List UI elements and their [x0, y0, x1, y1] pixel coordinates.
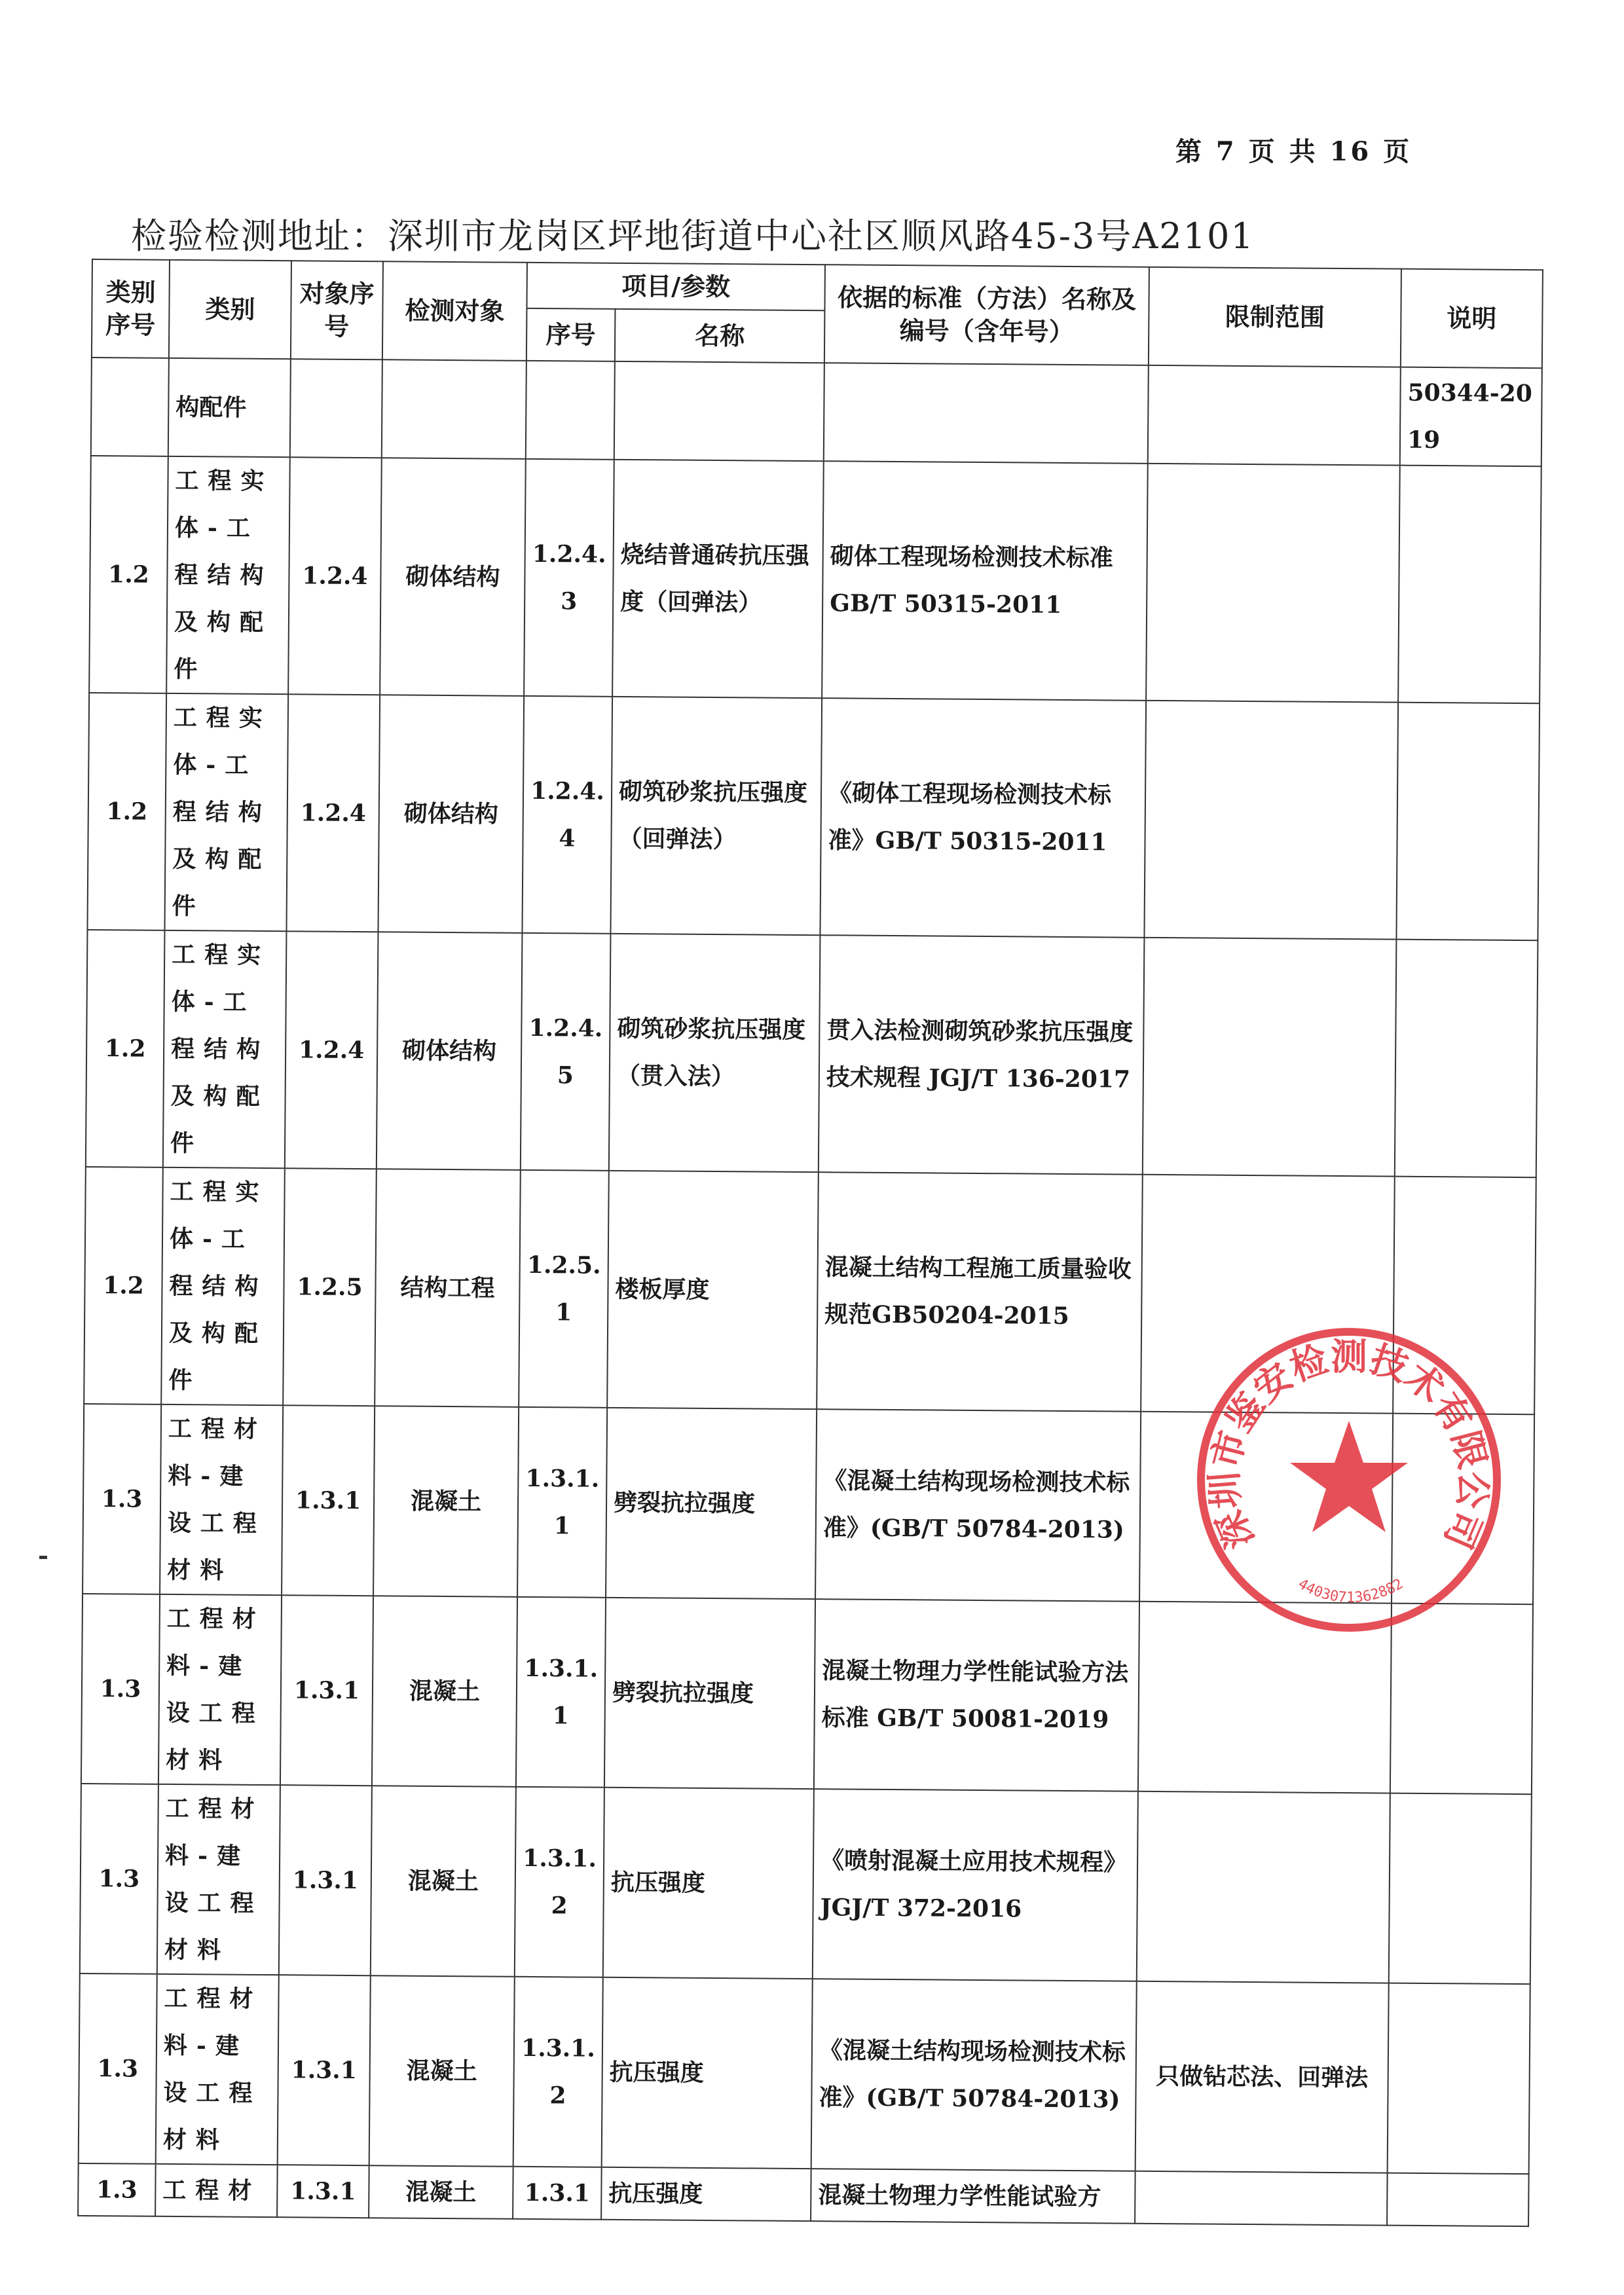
- category-no-cell: 1.2: [87, 693, 166, 930]
- note-cell: 50344-2019: [1400, 367, 1542, 467]
- item-name-cell: 砌筑砂浆抗压强度（回弹法）: [610, 697, 822, 935]
- object-no-cell: 1.3.1: [279, 1785, 372, 1975]
- header-standard: 依据的标准（方法）名称及编号（含年号）: [824, 265, 1149, 365]
- category-cell: 构配件: [168, 358, 291, 457]
- page-number: 第 7 页 共 16 页: [1175, 136, 1412, 167]
- table-row: [79, 1974, 1530, 2174]
- item-name-cell: 抗压强度: [603, 1788, 814, 1979]
- table-row: [78, 2163, 1529, 2226]
- object-cell: 砌体结构: [378, 695, 524, 933]
- item-no-cell: 1.3.1.1: [517, 1407, 607, 1598]
- item-name-cell: 劈裂抗拉强度: [606, 1408, 817, 1599]
- table-row: [86, 930, 1538, 1177]
- scope-table: [77, 259, 1543, 2227]
- object-no-cell: 1.2.4: [288, 457, 382, 695]
- object-no-cell: 1.3.1: [280, 1595, 373, 1786]
- object-cell: 混凝土: [369, 2165, 513, 2219]
- standard-cell: 《混凝土结构现场检测技术标准》(GB/T 50784-2013): [811, 1979, 1137, 2171]
- item-name-cell: 烧结普通砖抗压强度（回弹法）: [612, 460, 824, 698]
- object-cell: 混凝土: [372, 1596, 517, 1787]
- header-item-param: 项目/参数: [526, 263, 825, 310]
- category-cell: 工程实体-工程结构及构配件: [161, 1167, 285, 1405]
- item-no-cell: 1.2.5.1: [519, 1170, 609, 1408]
- category-cell: 工程实体-工程结构及构配件: [163, 930, 287, 1168]
- header-note: 说明: [1401, 269, 1543, 369]
- limit-cell: [1137, 1791, 1390, 1983]
- seal-text: 深圳市鉴安检测技术有限公司: [1202, 1335, 1496, 1555]
- table-row: [89, 456, 1541, 703]
- header-item-no: 序号: [526, 308, 616, 361]
- note-cell: [1396, 703, 1540, 941]
- item-name-cell: 抗压强度: [601, 2167, 811, 2221]
- object-no-cell: 1.2.4: [286, 694, 380, 932]
- object-no-cell: 1.3.1: [278, 1975, 371, 2165]
- table-row: [91, 358, 1542, 466]
- category-cell: 工程材料-建设工程材料: [156, 1974, 279, 2165]
- category-no-cell: 1.3: [79, 1974, 157, 2164]
- category-cell: 工程实体-工程结构及构配件: [164, 693, 288, 931]
- header-category-no: 类别序号: [92, 259, 170, 358]
- item-name-cell: 楼板厚度: [607, 1171, 819, 1409]
- standard-cell: 混凝土物理力学性能试验方: [811, 2169, 1135, 2224]
- header-object: 检测对象: [382, 261, 527, 361]
- header-item-name: 名称: [615, 309, 825, 363]
- item-no-cell: 1.3.1.1: [516, 1597, 606, 1788]
- category-no-cell: 1.2: [84, 1167, 163, 1405]
- limit-cell: [1144, 701, 1398, 940]
- margin-mark: [39, 1556, 47, 1559]
- item-name-cell: 劈裂抗拉强度: [604, 1598, 815, 1789]
- category-cell: 工程材: [155, 2164, 278, 2217]
- table-row: [87, 693, 1540, 940]
- standard-cell: 《混凝土结构现场检测技术标准》(GB/T 50784-2013): [815, 1409, 1141, 1602]
- limit-cell: 只做钻芯法、回弹法: [1135, 1981, 1389, 2173]
- limit-cell: [1143, 938, 1397, 1177]
- object-cell: 结构工程: [375, 1169, 521, 1407]
- table-row: [80, 1784, 1532, 1984]
- category-cell: 工程材料-建设工程材料: [158, 1594, 282, 1785]
- company-seal: [1192, 1323, 1506, 1637]
- standard-cell: 《喷射混凝土应用技术规程》JGJ/T 372-2016: [813, 1789, 1138, 1981]
- item-no-cell: 1.3.1.2: [515, 1787, 604, 1977]
- seal-code: 4403071362882: [1295, 1575, 1407, 1606]
- item-no-cell: 1.3.1.2: [513, 1977, 603, 2167]
- limit-cell: [1146, 464, 1400, 703]
- category-no-cell: 1.3: [78, 2163, 156, 2216]
- header-category: 类别: [169, 260, 291, 359]
- standard-cell: 混凝土结构工程施工质量验收规范GB50204-2015: [817, 1172, 1143, 1412]
- object-cell: 砌体结构: [377, 932, 523, 1170]
- object-no-cell: 1.3.1: [277, 2165, 369, 2218]
- category-no-cell: 1.2: [86, 930, 165, 1167]
- note-cell: [1388, 1983, 1530, 2175]
- category-cell: 工程实体-工程结构及构配件: [166, 456, 290, 694]
- object-no-cell: 1.2.4: [285, 931, 378, 1169]
- object-cell: 混凝土: [371, 1786, 516, 1977]
- standard-cell: 混凝土物理力学性能试验方法标准 GB/T 50081-2019: [814, 1599, 1139, 1791]
- item-no-cell: 1.2.4.4: [522, 696, 612, 934]
- note-cell: [1389, 1793, 1532, 1985]
- category-cell: 工程材料-建设工程材料: [160, 1405, 283, 1595]
- item-name-cell: 砌筑砂浆抗压强度（贯入法）: [609, 934, 821, 1172]
- object-cell: 砌体结构: [380, 458, 526, 696]
- object-no-cell: 1.2.5: [283, 1168, 377, 1406]
- page-title: 检验检测地址：深圳市龙岗区坪地街道中心社区顺风路45-3号A2101: [131, 215, 1255, 257]
- category-no-cell: 1.3: [80, 1784, 158, 1974]
- note-cell: [1387, 2173, 1529, 2227]
- category-no-cell: 1.3: [81, 1594, 160, 1784]
- object-cell: 混凝土: [373, 1406, 519, 1597]
- item-no-cell: 1.2.4.5: [521, 933, 611, 1171]
- object-cell: 混凝土: [369, 1975, 515, 2167]
- category-cell: 工程材料-建设工程材料: [157, 1784, 280, 1975]
- standard-cell: 砌体工程现场检测技术标准 GB/T 50315-2011: [822, 461, 1148, 701]
- header-limit: 限制范围: [1149, 267, 1401, 367]
- item-no-cell: 1.3.1: [513, 2167, 602, 2220]
- note-cell: [1395, 940, 1538, 1178]
- note-cell: [1398, 466, 1541, 704]
- header-object-no: 对象序号: [291, 261, 383, 359]
- item-name-cell: 抗压强度: [602, 1977, 813, 2169]
- category-no-cell: 1.2: [89, 456, 168, 693]
- standard-cell: 贯入法检测砌筑砂浆抗压强度技术规程 JGJ/T 136-2017: [819, 935, 1145, 1175]
- category-no-cell: 1.3: [83, 1404, 161, 1594]
- standard-cell: 《砌体工程现场检测技术标准》GB/T 50315-2011: [820, 698, 1146, 938]
- item-no-cell: 1.2.4.3: [524, 459, 614, 697]
- object-no-cell: 1.3.1: [282, 1405, 375, 1596]
- limit-cell: [1135, 2171, 1388, 2226]
